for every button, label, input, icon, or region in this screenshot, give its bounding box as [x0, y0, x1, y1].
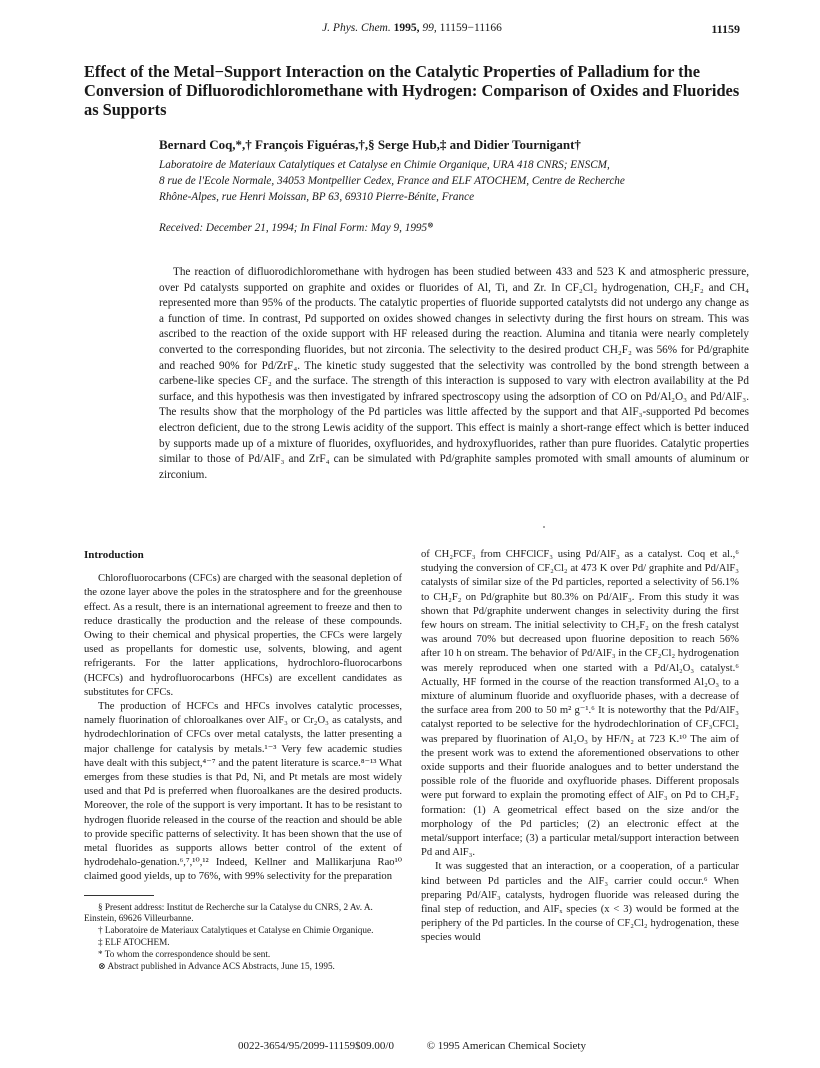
footnote: ‡ ELF ATOCHEM. — [98, 937, 170, 948]
section-heading: Introduction — [84, 549, 144, 561]
author-list: Bernard Coq,*,† François Figuéras,†,§ Serge Hub,‡ and Didier Tournigant† — [159, 137, 581, 152]
received-dates — [159, 222, 749, 234]
right-column — [421, 548, 739, 946]
page-number: 11159 — [711, 22, 740, 36]
footnote: * To whom the correspondence should be sent. — [98, 948, 271, 959]
page-footer — [84, 1040, 740, 1052]
article-title: Effect of the Metal−Support Interaction on the Catalytic Properties of Palladium for the Conversion of Difluorodichloromethane with Hydrogen: Comparison of Oxides and Fluorides as Supports — [84, 62, 740, 119]
running-header — [84, 22, 740, 42]
abstract-text: The reaction of difluorodichloromethane with hydrogen has been studied between 433 and 523 K and atmospheric pressure, over Pd catalysts supported on graphite and oxides or fluorides of Al, Ti, and Zr. In CF₂Cl₂ hydrogenation, CH₂F₂ and CH₄ represented more than 95% of the products. The catalytic properties of fluoride supported catalytsts did not undergo any change as a function of time. In contrast, Pd supported on oxides showed changes in selectivty during the first hours on stream. This was ascribed to the reaction of the oxide support with HF released during the reaction. Alumina and titania were nearly completely converted to the corresponding fluorides, but not zirconia. The selectivity to the desired product CH₂F₂ was 56% for Pd/graphite and reached 90% for Pd/ZrF₄. The kinetic study suggested that the selectivity was controlled by the bond strength between a carbene-like species CF₂ and the surface. The strength of this interaction is supposed to vary with electron availability at the Pd surface, and this hypothesis was then investigated by infrared spectroscopy using the adsorption of CO on Pd/Al₂O₃ and Pd/AlF₃. The results show that the morphology of the Pd particles was little affected by the support and that AlF₃-supported Pd becomes electron deficient, due to the strong Lewis acidity of the support. This effect is mainly a short-range effect which is better induced by supports made up of a mixture of fluorides, oxyfluorides, and hydroxyfluorides, rather than pure fluorides. Catalytic properties similar to those of Pd/AlF₃ and ZrF₄ can be simulated with Pd/graphite samples promoted with small amounts of aluminum or zirconium. — [159, 266, 749, 481]
received-text: Received: December 21, 1994; In Final Form: May 9, 1995 — [159, 222, 428, 234]
separator-dot — [543, 526, 545, 528]
abstract — [159, 265, 749, 483]
paragraph: Chlorofluorocarbons (CFCs) are charged with the seasonal depletion of the ozone layer above the poles in the stratosphere and for the greenhouse effect. As a result, there is an international agreement to freeze and then to reduce drastically the production and the release of these compounds. Owing to their chemical and physical properties, the CFCs were largely used as propellants for domestic use, solvents, blowing, and agent refrigerants. For the latter applications, hydrochloro-fluorocarbons (HCFCs) and hydrofluorocarbons (HFCs) are excellent candidates as substitutes for CFCs. — [84, 573, 402, 698]
affiliation-line: 8 rue de l'Ecole Normale, 34053 Montpellier Cedex, France and ELF ATOCHEM, Centre de Recherche — [159, 175, 625, 187]
affiliation-line: Rhône-Alpes, rue Henri Moissan, BP 63, 69310 Pierre-Bénite, France — [159, 191, 475, 203]
journal-volume: 99, — [422, 22, 437, 34]
received-mark: ⊗ — [427, 220, 434, 230]
affiliation-line: Laboratoire de Materiaux Catalytiques et Catalyse en Chimie Organique, URA 418 CNRS; ENSCM, — [159, 159, 610, 171]
journal-year: 1995, — [393, 22, 420, 34]
footnote: ⊗ Abstract published in Advance ACS Abstracts, June 15, 1995. — [98, 960, 335, 971]
footnote: † Laboratoire de Materiaux Catalytiques et Catalyse en Chimie Organique. — [98, 925, 374, 936]
journal-pages: 11159−11166 — [439, 22, 502, 34]
affiliation — [159, 157, 749, 205]
article-code: 0022-3654/95/2099-11159$09.00/0 — [238, 1040, 394, 1052]
copyright: © 1995 American Chemical Society — [426, 1040, 586, 1052]
footnote-rule — [84, 895, 154, 896]
left-column — [84, 548, 402, 972]
paragraph: of CH₂FCF₃ from CHFClCF₃ using Pd/AlF₃ as a catalyst. Coq et al.,⁶ studying the conversion of CF₂Cl₂ at 473 K over Pd/ graphite and Pd/AlF₃ catalysts of similar size of the Pd particles, reported a selectivity of 56.1% to CH₂F₂ on Pd/graphite but 80.3% on Pd/AlF₃. From this study it was shown that Pd/graphite underwent changes in selectivity during the first few hours on stream. The initial selectivity to CH₂F₂ on the fresh catalyst was around 70% but decreased upon fluorine deposition to reach 56% after 10 h on stream. The behavior of Pd/AlF₃ in the CF₂Cl₂ hydrogenation was merely reproduced when one started with a Pd/Al₂O₃ catalyst.⁶ Actually, HF formed in the course of the reaction transformed Al₂O₃ to a mixture of aluminum fluoride and oxyfluoride phases, with a decrease of the surface area from 200 to 50 m² g⁻¹.⁶ It is noteworthy that the Pd/AlF₃ catalyst reported to be selective for the hydrodechlorination of CF₃CFCl₂ was prepared by fluorination of Al₂O₃ by HF/N₂ at 723 K.¹⁰ The aim of the present work was to extend the aforementioned observations to other oxide supports and their fluoride analogues and to better understand the possible role of the fluoride and oxyfluoride phases. Different proposals were put forward to explain the promoting effect of AlF₃ on Pd to CH₂F₂ formation: (1) A geometrical effect based on the size and/or the morphology of the Pd particles; (2) an electronic effect at the metal/support interface; (3) a particular metal/support interaction between Pd and AlF₃. — [421, 549, 739, 859]
journal-citation — [84, 22, 740, 34]
journal-name: J. Phys. Chem. — [322, 22, 391, 34]
paragraph: It was suggested that an interaction, or a cooperation, of a particular kind between Pd particles and the AlF₃ carrier could occur.⁶ When preparing Pd/AlF₃ catalysts, hydrogen fluoride was released during the final step of reduction, and AlFₓ species (x < 3) would be formed at the periphery of the Pd particles. In the course of CF₂Cl₂ hydrogenation, these species would — [421, 861, 739, 944]
footnote: § Present address: Institut de Recherche sur la Catalyse du CNRS, 2 Av. A. Einstein, 69626 Villeurbanne. — [84, 901, 373, 924]
paragraph: The production of HCFCs and HFCs involves catalytic processes, namely fluorination of chloroalkanes over AlF₃ or Cr₂O₃ as catalysts, and hydrodechlorination of CFCs over metal catalysts, the latter presenting a major challenge for catalysis by metals.¹⁻³ Very few academic studies have dealt with this subject,⁴⁻⁷ and the patent literature is scarce.⁸⁻¹³ What emerges from these studies is that Pd, Ni, and Pt metals are most widely used and that Pd is preferred when fluoroalkanes are the desired products. Moreover, the role of the support is very important. It has to be resistant to hydrogen fluoride released in the course of the reaction and should be able to provide specific patterns of selectivity. It has been shown that the use of metal fluorides as supports allows better control of the extent of hydrodehalo-genation.⁶,⁷,¹⁰,¹² Indeed, Kellner and Mallikarjuna Rao¹⁰ claimed good yields, up to 76%, with 99% selectivity for the preparation — [84, 701, 402, 883]
